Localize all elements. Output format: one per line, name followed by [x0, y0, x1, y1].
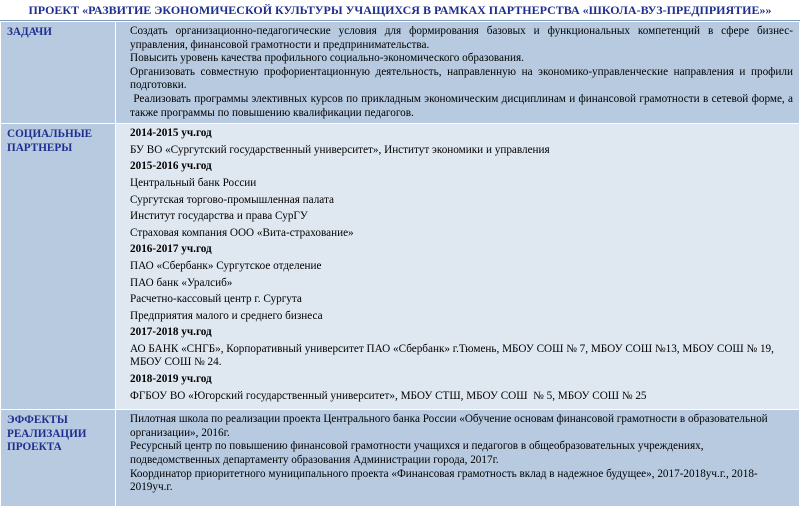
partners-year: 2015-2016 уч.год [130, 160, 212, 173]
effects-content [116, 410, 800, 507]
partners-year: 2017-2018 уч.год [130, 326, 212, 339]
partners-row [1, 124, 800, 410]
effect-item: Координатор приоритетного муниципального проекта «Финансовая грамотность вклад в надежное будущее», 2017-2018уч.г., 2018-2019уч.г. [130, 467, 758, 494]
tasks-label-cell [1, 22, 116, 124]
partner-item: Центральный банк России [130, 176, 257, 189]
effects-label-cell [1, 410, 116, 507]
partner-item: БУ ВО «Сургутский государственный университет», Институт экономики и управления [130, 143, 550, 156]
partners-year: 2014-2015 уч.год [130, 127, 212, 140]
partner-item: ПАО «Сбербанк» Сургутское отделение [130, 259, 322, 272]
partner-item: Расчетно-кассовый центр г. Сургута [130, 293, 302, 306]
partner-item: Страховая компания ООО «Вита-страхование» [130, 226, 354, 239]
partner-item: Предприятия малого и среднего бизнеса [130, 309, 323, 322]
effects-row [1, 410, 800, 507]
partners-year: 2016-2017 уч.год [130, 243, 212, 256]
task-item: Реализовать программы элективных курсов по прикладным экономическим дисциплинам и финансовой грамотности в сетевой форме, а также программы по повышению квалификации педагогов. [130, 92, 796, 119]
partners-year: 2018-2019 уч.год [130, 373, 212, 386]
partners-content [116, 124, 800, 410]
partners-label-cell [1, 124, 116, 410]
partner-item: Институт государства и права СурГУ [130, 210, 308, 223]
partners-label: СОЦИАЛЬНЫЕ ПАРТНЕРЫ [7, 128, 93, 154]
partner-item: АО БАНК «СНГБ», Корпоративный университет ПАО «Сбербанк» г.Тюмень, МБОУ СОШ № 7, МБОУ СОШ №13, МБОУ СОШ № 19, МБОУ СОШ № 24. [130, 342, 774, 369]
effects-label: ЭФФЕКТЫ РЕАЛИЗАЦИИ ПРОЕКТА [7, 414, 87, 454]
tasks-row [1, 22, 800, 124]
project-table [0, 21, 800, 507]
partner-item: ФГБОУ ВО «Югорский государственный университет», МБОУ СТШ, МБОУ СОШ № 5, МБОУ СОШ № 25 [130, 389, 647, 402]
partner-item: ПАО банк «Уралсиб» [130, 276, 233, 289]
effect-item: Пилотная школа по реализации проекта Центрального банка России «Обучение основам финансовой грамотности в образовательной организации», 2016г. [130, 413, 768, 439]
task-item: Повысить уровень качества профильного социально-экономического образования. [130, 52, 524, 65]
page-title: ПРОЕКТ «РАЗВИТИЕ ЭКОНОМИЧЕСКОЙ КУЛЬТУРЫ УЧАЩИХСЯ В РАМКАХ ПАРТНЕРСТВА «ШКОЛА-ВУЗ-ПРЕДПРИЯТИЕ»» [0, 0, 800, 21]
task-item: Организовать совместную профориентационную деятельность, направленную на экономико-управленческие направления и профили подготовки. [130, 65, 793, 92]
tasks-content [116, 22, 800, 124]
effect-item: Ресурсный центр по повышению финансовой грамотности учащихся и педагогов в общеобразовательных учреждениях, подведомственных департаменту образования Администрации города, 2017г. [130, 440, 704, 467]
task-item: Создать организационно-педагогические условия для формирования базовых и функциональных компетенций в сфере бизнес-управления, финансовой грамотности и предпринимательства. [130, 25, 793, 51]
tasks-label: ЗАДАЧИ [7, 26, 52, 38]
partner-item: Сургутская торгово-промышленная палата [130, 193, 334, 206]
